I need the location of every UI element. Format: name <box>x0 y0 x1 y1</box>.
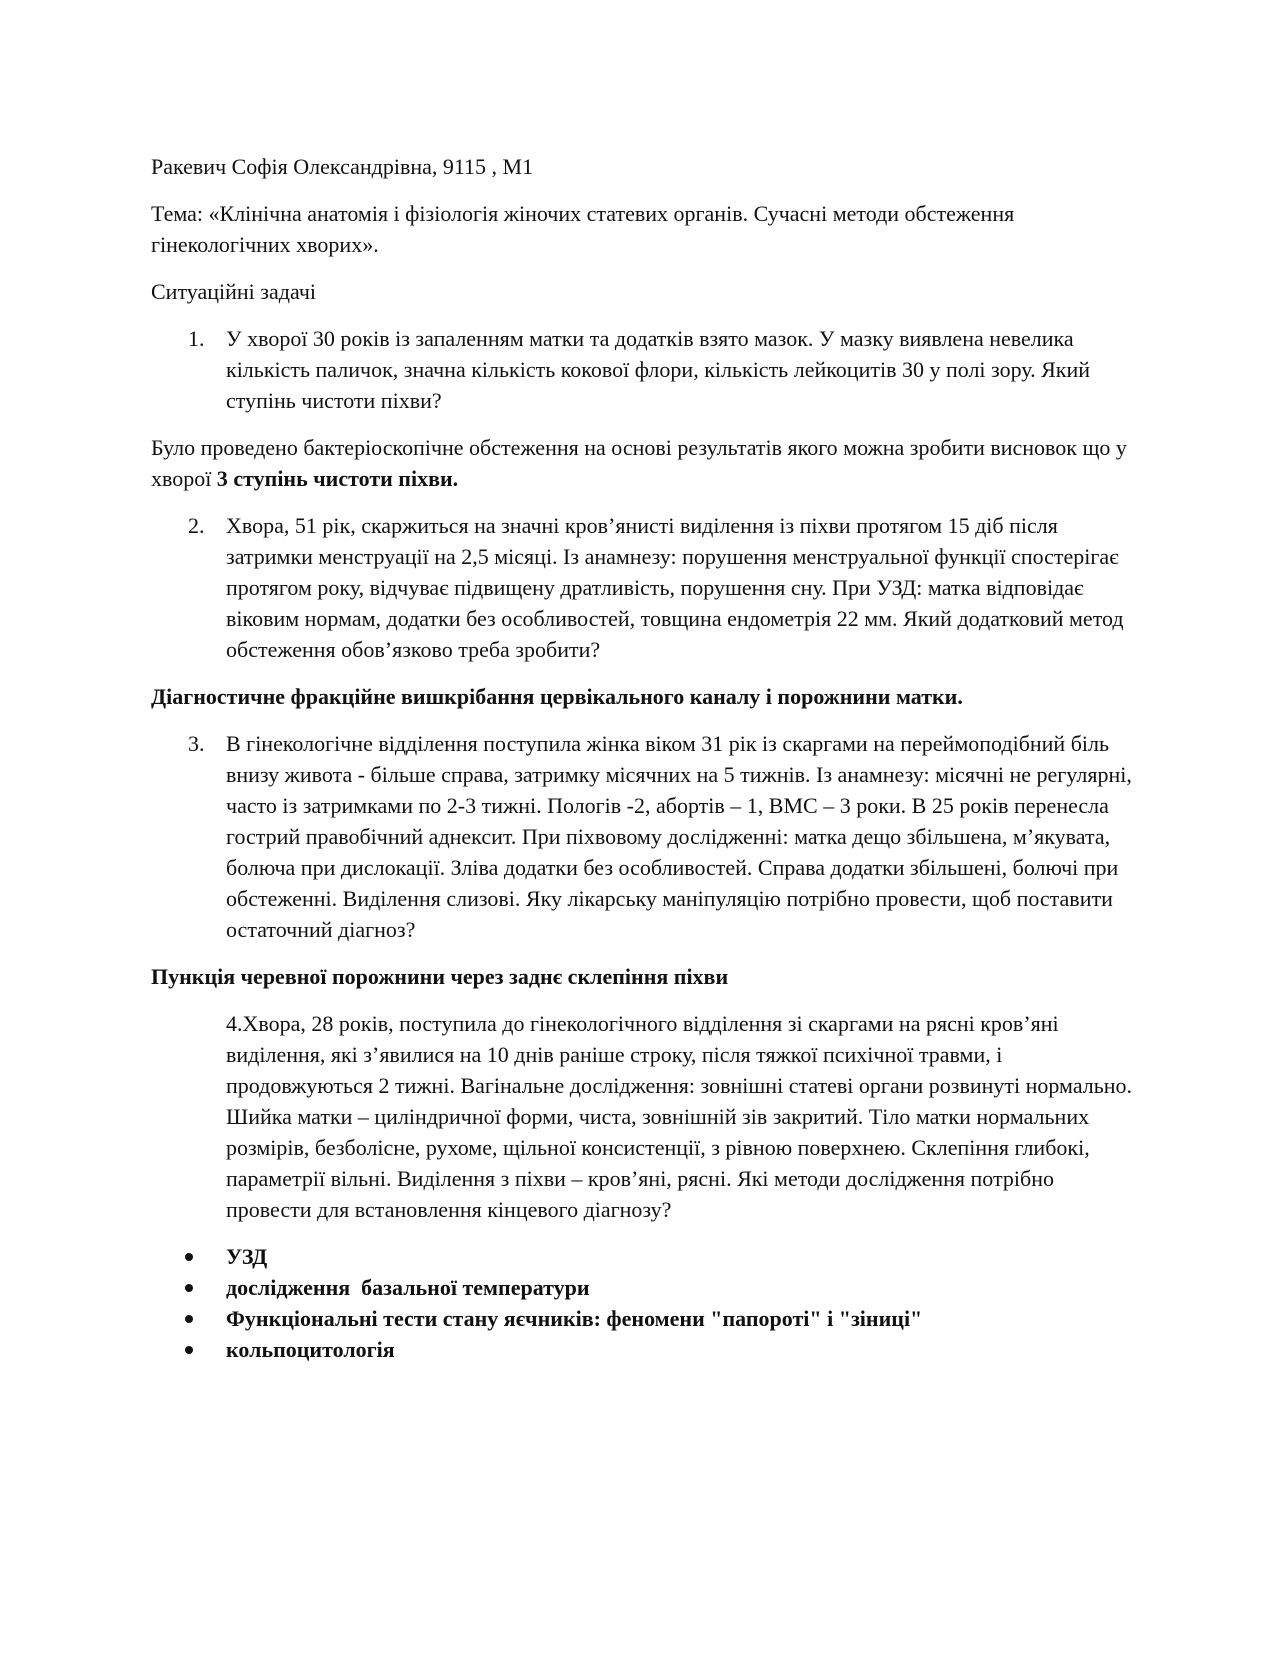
task-1-text: У хворої 30 років із запаленням матки та додатків взято мазок. У мазку виявлена невелика кількість паличок, значна кількість кокової флори, кількість лейкоцитів 30 у полі зору. Який ступінь чистоти піхви? <box>226 326 1091 413</box>
answer-2: Діагностичне фракційне вишкрібання цервікального каналу і порожнини матки. <box>151 684 963 709</box>
list-item-text: дослідження базальної температури <box>226 1275 590 1300</box>
list-item-text: УЗД <box>226 1244 268 1269</box>
task-4-text: 4.Хвора, 28 років, поступила до гінекологічного відділення зі скаргами на рясні кров’яні виділення, які з’явилися на 10 днів раніше строку, після тяжкої психічної травми, і продовжуються 2 тижні. Вагінальне дослідження: зовнішні статеві органи розвинуті нормально. Шийка матки – циліндричної форми, чиста, зовнішній зів закритий. Тіло матки нормальних розмірів, безболісне, рухоме, щільної консистенції, з рівною поверхнею. Склепіння глибокі, параметрії вільні. Виділення з піхви – кров’яні, рясні. Які методи дослідження потрібно провести для встановлення кінцевого діагнозу? <box>226 1011 1133 1222</box>
bullet-icon <box>182 1272 226 1303</box>
list-item-text: кольпоцитологія <box>226 1337 395 1362</box>
task-2-number: 2. <box>188 513 205 538</box>
list-item <box>151 1303 1141 1334</box>
list-item <box>151 1241 1141 1272</box>
author-line: Ракевич Софія Олександрівна, 9115 , М1 <box>151 154 534 179</box>
task-3-text: В гінекологічне відділення поступила жінка віком 31 рік із скаргами на переймоподібний біль внизу живота - більше справа, затримку місячних на 5 тижнів. Із анамнезу: місячні не регулярні, часто із затримками по 2-3 тижні. Пологів -2, абортів – 1, ВМС – 3 роки. В 25 років перенесла гострий правобічний аднексит. При піхвовому дослідженні: матка дещо збільшена, м’якувата, болюча при дислокації. Зліва додатки без особливостей. Справа додатки збільшені, болючі при обстеженні. Виділення слизові. Яку лікарську маніпуляцію потрібно провести, щоб поставити остаточний діагноз? <box>226 731 1132 942</box>
document-page <box>151 151 1141 1365</box>
task-2 <box>151 510 1141 665</box>
bullet-icon <box>182 1241 226 1272</box>
task-3 <box>151 728 1141 945</box>
answer-4-list <box>151 1241 1141 1365</box>
answer-3: Пункція черевної порожнини через заднє склепіння піхви <box>151 964 729 989</box>
task-2-text: Хвора, 51 рік, скаржиться на значні кров’янисті виділення із піхви протягом 15 діб після затримки менструації на 2,5 місяці. Із анамнезу: порушення менструальної функції спостерігає протягом року, відчуває підвищену дратливість, порушення сну. При УЗД: матка відповідає віковим нормам, додатки без особливостей, товщина ендометрія 22 мм. Який додатковий метод обстеження обов’язково треба зробити? <box>226 513 1124 662</box>
list-item <box>151 1334 1141 1365</box>
answer-1-bold: 3 ступінь чистоти піхви. <box>216 466 459 491</box>
section-title: Ситуаційні задачі <box>151 279 316 304</box>
answer-1-text: Було проведено бактеріоскопічне обстеження на основі результатів якого можна зробити висновок що у хворої <box>151 435 1127 491</box>
bullet-icon <box>182 1334 226 1365</box>
task-3-number: 3. <box>188 731 205 756</box>
answer-1 <box>151 432 1141 494</box>
bullet-icon <box>182 1303 226 1334</box>
task-1 <box>151 323 1141 416</box>
list-item <box>151 1272 1141 1303</box>
task-1-number: 1. <box>188 326 205 351</box>
topic-line: Тема: «Клінічна анатомія і фізіологія жіночих статевих органів. Сучасні методи обстеження гінекологічних хворих». <box>151 201 1015 257</box>
list-item-text: Функціональні тести стану яєчників: феномени "папороті" і "зіниці" <box>226 1306 923 1331</box>
